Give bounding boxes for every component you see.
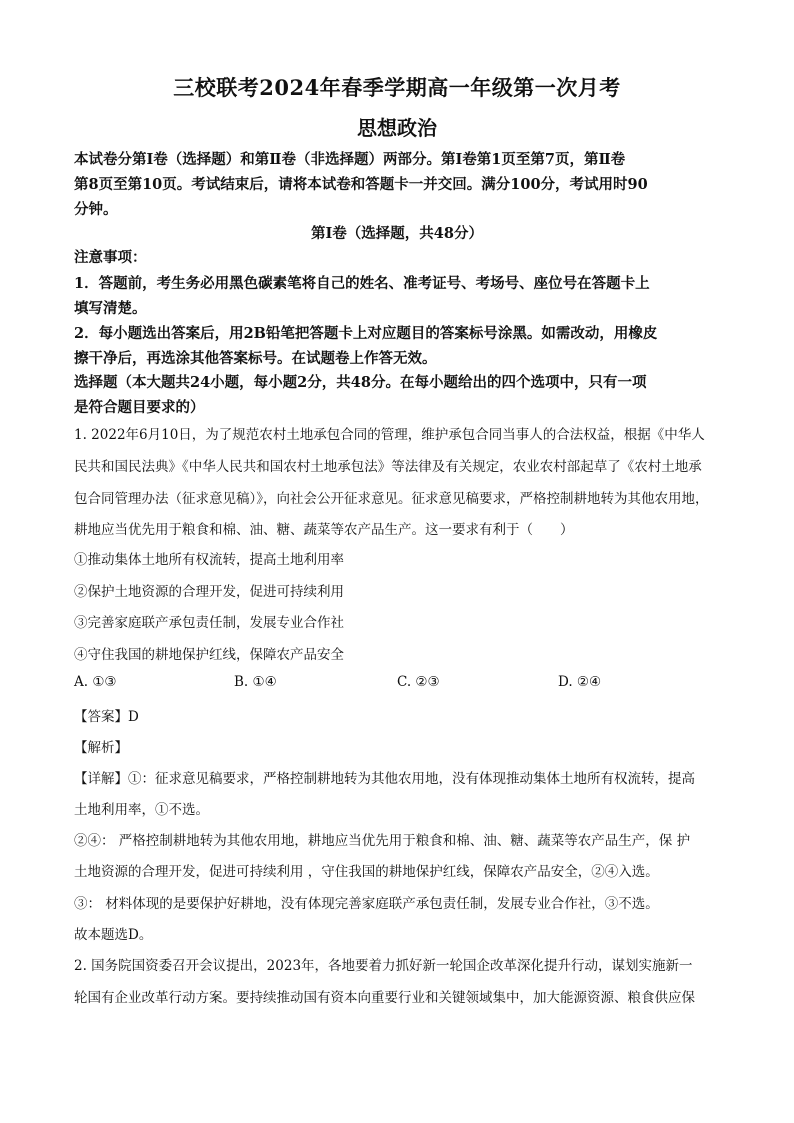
q1-answer: 【答案】D — [74, 709, 139, 725]
q1-option-d: D. ②④ — [558, 674, 602, 690]
q1-statement: ④守住我国的耕地保护红线，保障农产品安全 — [74, 647, 344, 663]
intro-line: 分钟。 — [74, 201, 118, 218]
q1-stem-line: 包合同管理办法（征求意见稿）》，向社会公开征求意见。征求意见稿要求，严格控制耕地转为其他农用地， — [74, 491, 709, 507]
q2-stem-line: 轮国有企业改革行动方案。要持续推动国有资本向重要行业和关键领域集中，加大能源资源、粮食供应保 — [74, 990, 695, 1006]
q1-detail-line: ②④： 严格控制耕地转为其他农用地，耕地应当优先用于粮食和棉、油、糖、蔬菜等农产品生产，保 护 — [74, 833, 691, 849]
q1-detail-line: 【详解】①：征求意见稿要求，严格控制耕地转为其他农用地，没有体现推动集体土地所有权流转，提高 — [74, 771, 695, 787]
choice-intro-line: 选择题（本大题共24小题，每小题2分，共48分。在每小题给出的四个选项中，只有一项 — [74, 374, 647, 391]
q2-stem-line: 2. 国务院国资委召开会议提出，2023年，各地要着力抓好新一轮国企改革深化提升行动，谋划实施新一 — [74, 958, 693, 974]
notice-heading: 注意事项： — [74, 249, 147, 266]
section-title: 第Ⅰ卷（选择题，共48分） — [311, 225, 483, 242]
q1-statement: ②保护土地资源的合理开发，促进可持续利用 — [74, 584, 344, 600]
q1-stem-line: 民共和国民法典》《中华人民共和国农村土地承包法》等法律及有关规定，农业农村部起草了《农村土地承 — [74, 459, 702, 475]
q1-option-b: B. ①④ — [234, 674, 277, 690]
exam-title: 三校联考2024年春季学期高一年级第一次月考 — [173, 75, 621, 100]
q1-analysis-label: 【解析】 — [74, 740, 128, 756]
notice-line: 擦干净后，再选涂其他答案标号。在试题卷上作答无效。 — [74, 350, 437, 367]
q1-stem-line: 1. 2022年6月10日，为了规范农村土地承包合同的管理，维护承包合同当事人的合法权益，根据《中华人 — [74, 427, 705, 443]
q1-detail-line: ③： 材料体现的是要保护好耕地，没有体现完善家庭联产承包责任制，发展专业合作社，③不选。 — [74, 896, 659, 912]
notice-line: 1．答题前，考生务必用黑色碳素笔将自己的姓名、准考证号、考场号、座位号在答题卡上 — [74, 275, 650, 292]
q1-statement: ①推动集体土地所有权流转，提高土地利用率 — [74, 552, 344, 568]
notice-line: 填写清楚。 — [74, 300, 147, 317]
q1-statement: ③完善家庭联产承包责任制，发展专业合作社 — [74, 615, 344, 631]
q1-option-c: C. ②③ — [397, 674, 440, 690]
subject-title: 思想政治 — [357, 116, 437, 140]
q1-detail-line: 故本题选D。 — [74, 927, 153, 943]
q1-detail-line: 土地利用率，①不选。 — [74, 802, 209, 818]
choice-intro-line: 是符合题目要求的） — [74, 399, 205, 416]
q1-detail-line: 土地资源的合理开发，促进可持续利用 ，守住我国的耕地保护红线，保障农产品安全，②④入选。 — [74, 864, 659, 880]
intro-line: 本试卷分第Ⅰ卷（选择题）和第Ⅱ卷（非选择题）两部分。第Ⅰ卷第1页至第7页，第Ⅱ卷 — [74, 151, 626, 168]
q1-stem-line: 耕地应当优先用于粮食和棉、油、糖、蔬菜等农产品生产。这一要求有利于（ ） — [74, 522, 574, 538]
notice-line: 2．每小题选出答案后，用2B铅笔把答题卡上对应题目的答案标号涂黑。如需改动，用橡皮 — [74, 325, 658, 342]
q1-option-a: A. ①③ — [74, 674, 117, 690]
intro-line: 第8页至第10页。考试结束后，请将本试卷和答题卡一并交回。满分100分，考试用时90 — [74, 176, 648, 193]
